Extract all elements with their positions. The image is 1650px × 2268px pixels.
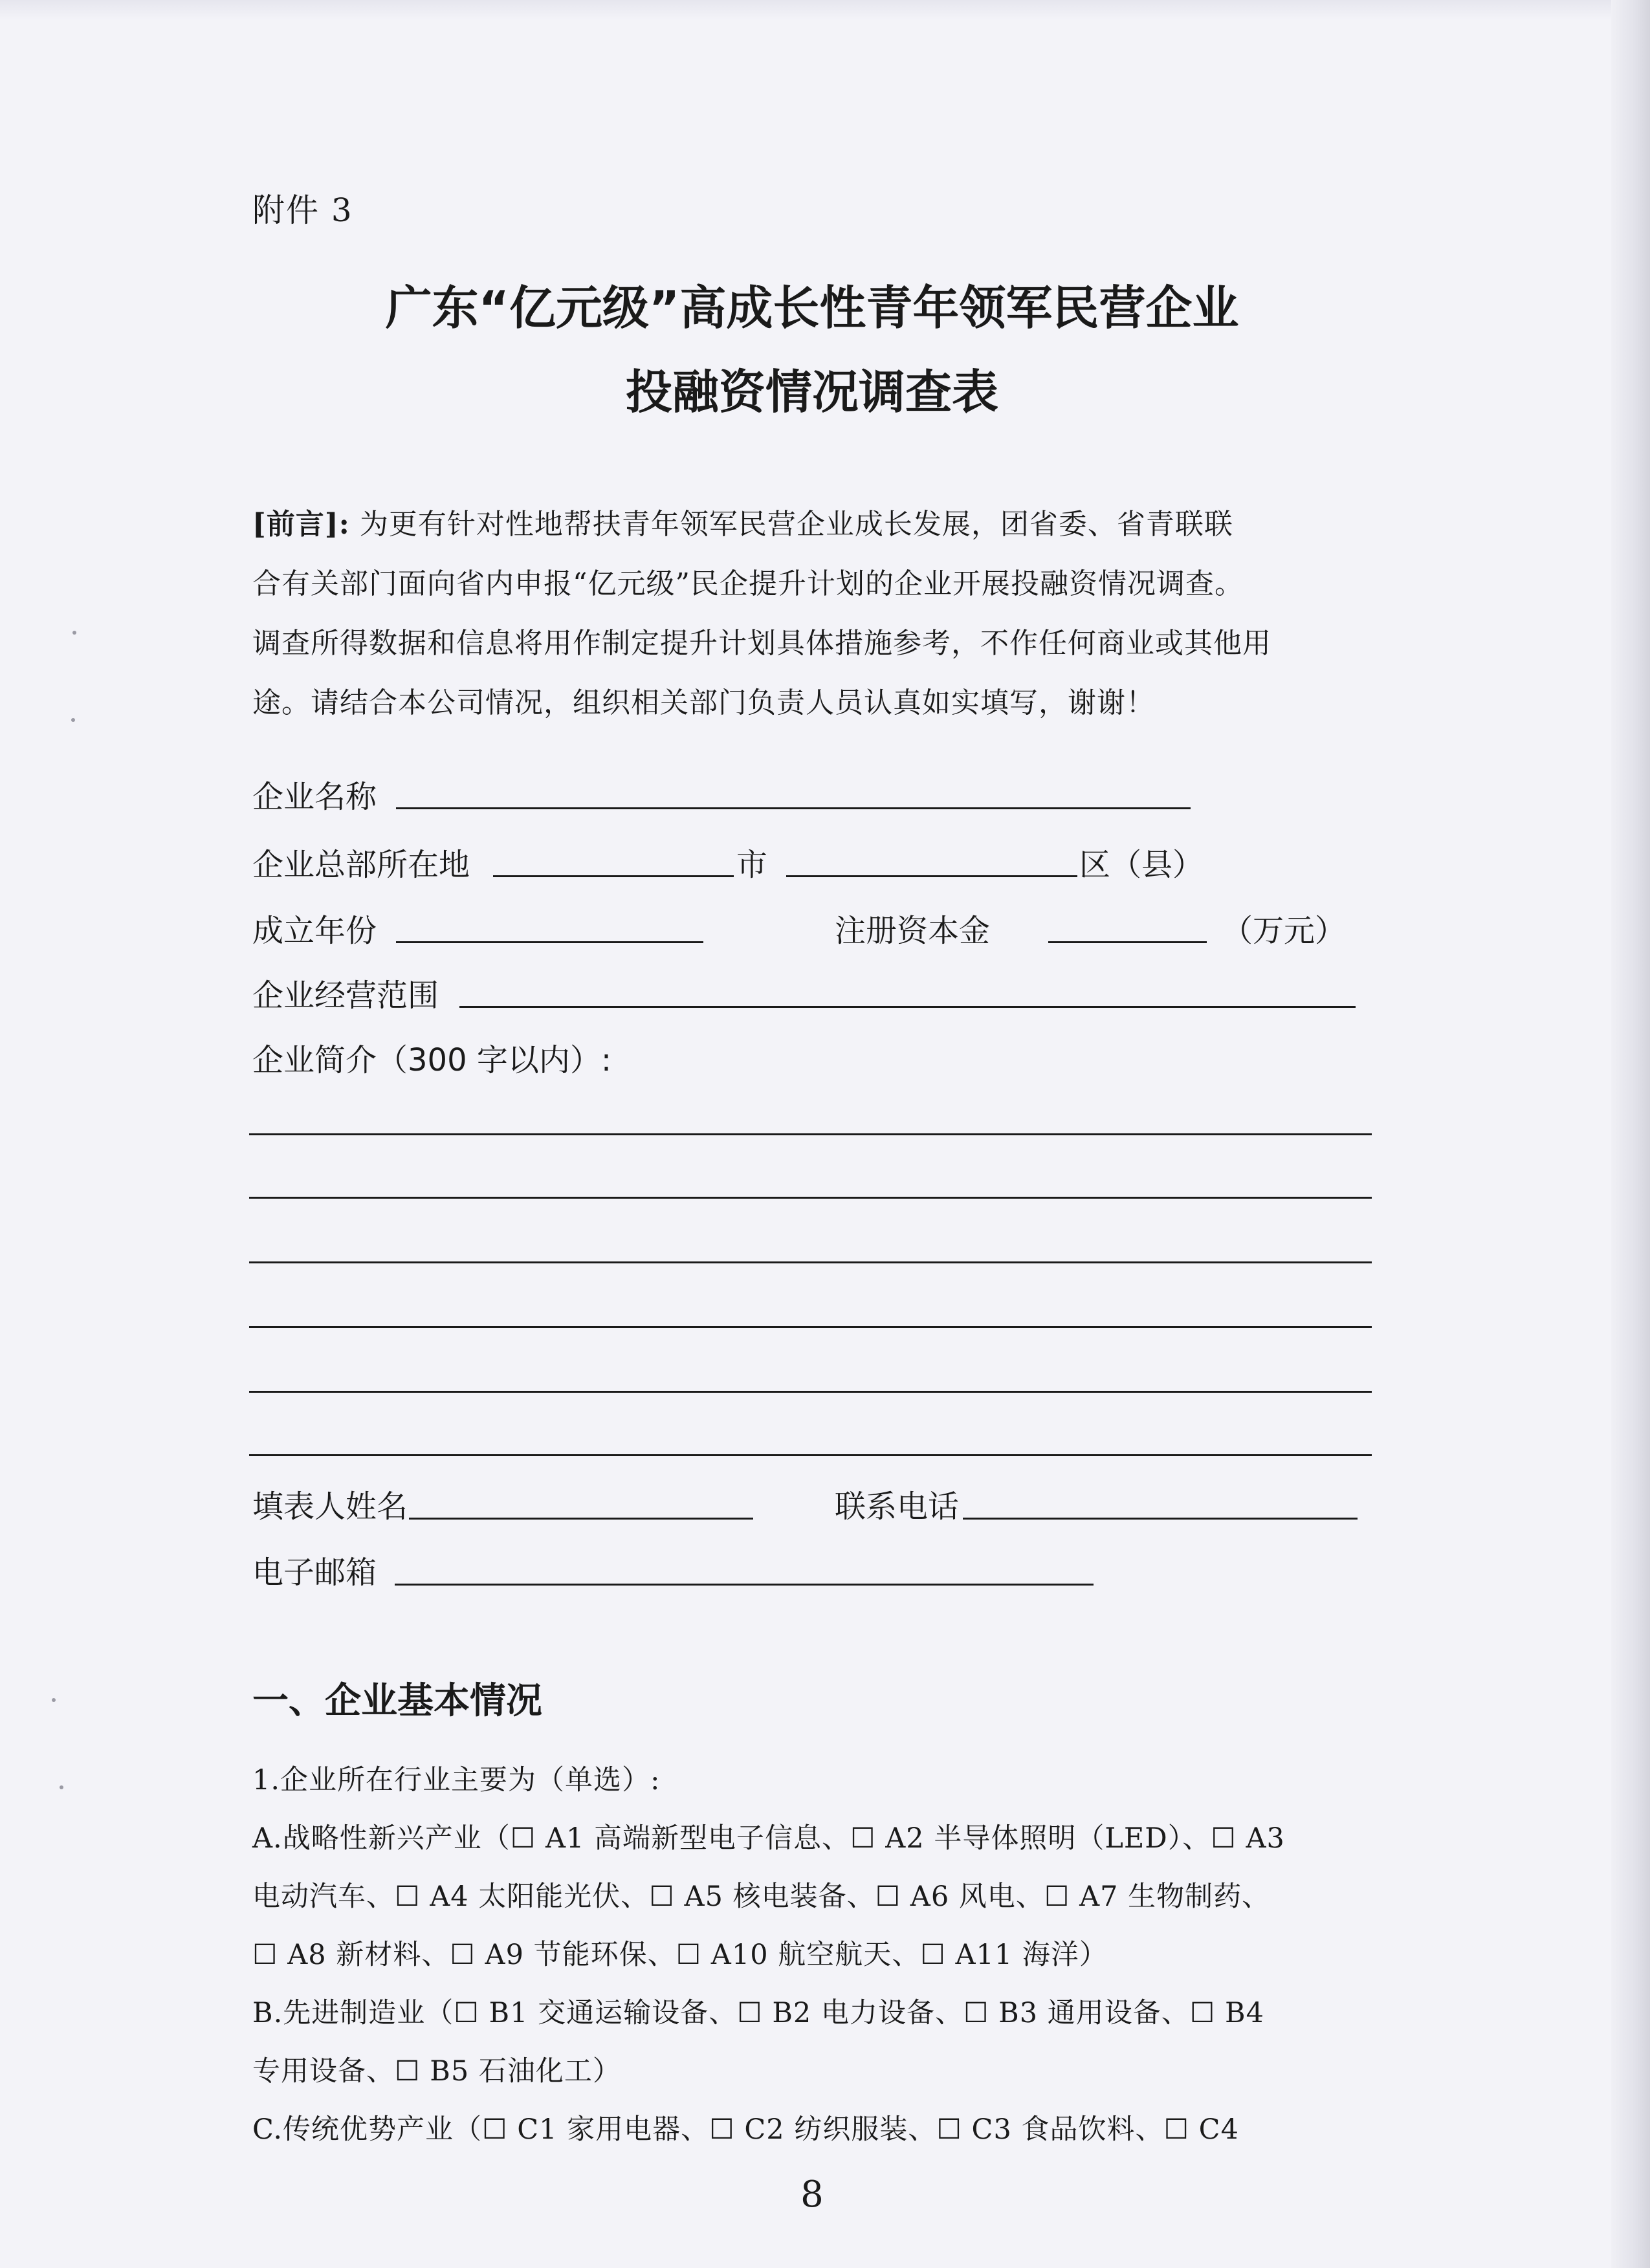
company-intro-line[interactable] xyxy=(249,1391,1372,1393)
scan-speck xyxy=(60,1785,63,1789)
founded-year-field[interactable] xyxy=(396,941,703,943)
registered-capital-field[interactable] xyxy=(1048,941,1207,943)
company-intro-line[interactable] xyxy=(249,1133,1372,1135)
attachment-label: 附件 3 xyxy=(252,191,353,229)
preface-line: 合有关部门面向省内申报“亿元级”民企提升计划的企业开展投融资情况调查。 xyxy=(252,567,1244,600)
company-intro-line[interactable] xyxy=(249,1454,1372,1456)
industry-option-line[interactable]: C.传统优势产业（☐ C1 家用电器、☐ C2 纺织服装、☐ C3 食品饮料、☐ C4 xyxy=(252,2113,1239,2146)
section-heading: 一、企业基本情况 xyxy=(252,1680,542,1722)
hq-district-field[interactable] xyxy=(786,875,1077,877)
business-scope-label: 企业经营范围 xyxy=(252,977,439,1014)
email-field[interactable] xyxy=(395,1584,1094,1586)
email-label: 电子邮箱 xyxy=(252,1554,377,1591)
district-suffix: 区（县） xyxy=(1079,847,1204,883)
preface xyxy=(252,495,1381,733)
city-suffix: 市 xyxy=(736,847,768,883)
industry-option-line[interactable]: 电动汽车、☐ A4 太阳能光伏、☐ A5 核电装备、☐ A6 风电、☐ A7 生物制药、 xyxy=(252,1881,1271,1913)
company-name-field[interactable] xyxy=(396,807,1191,809)
hq-label: 企业总部所在地 xyxy=(252,847,470,883)
company-name-label: 企业名称 xyxy=(252,779,377,815)
industry-option-line[interactable]: A.战略性新兴产业（☐ A1 高端新型电子信息、☐ A2 半导体照明（LED）、☐ A3 xyxy=(252,1822,1285,1855)
company-intro-line[interactable] xyxy=(249,1261,1372,1263)
phone-field[interactable] xyxy=(963,1518,1358,1520)
scan-speck xyxy=(72,631,76,635)
hq-city-field[interactable] xyxy=(493,875,734,877)
scan-edge-top xyxy=(0,0,1650,19)
preface-label: [前言]: xyxy=(252,508,350,541)
scan-edge-right xyxy=(1611,0,1650,2268)
phone-label: 联系电话 xyxy=(835,1488,960,1525)
filler-name-field[interactable] xyxy=(409,1518,753,1520)
industry-option-line[interactable]: B.先进制造业（☐ B1 交通运输设备、☐ B2 电力设备、☐ B3 通用设备、☐ B4 xyxy=(252,1997,1264,2029)
page-number: 8 xyxy=(800,2174,824,2216)
preface-line: 途。请结合本公司情况，组织相关部门负责人员认真如实填写，谢谢！ xyxy=(252,686,1155,719)
registered-capital-label: 注册资本金 xyxy=(835,913,991,949)
industry-option-line[interactable]: 专用设备、☐ B5 石油化工） xyxy=(252,2055,621,2088)
preface-line: 为更有针对性地帮扶青年领军民营企业成长发展，团省委、省青联联 xyxy=(359,508,1233,541)
capital-unit: （万元） xyxy=(1222,913,1347,949)
filler-name-label: 填表人姓名 xyxy=(252,1488,408,1525)
company-intro-label: 企业简介（300 字以内）: xyxy=(252,1042,612,1078)
company-intro-line[interactable] xyxy=(249,1326,1372,1328)
industry-option-line[interactable]: ☐ A8 新材料、☐ A9 节能环保、☐ A10 航空航天、☐ A11 海洋） xyxy=(252,1939,1108,1971)
document-subtitle: 投融资情况调查表 xyxy=(625,365,998,419)
scan-speck xyxy=(71,718,75,722)
founded-year-label: 成立年份 xyxy=(252,913,377,949)
scan-speck xyxy=(52,1698,56,1702)
company-intro-line[interactable] xyxy=(249,1197,1372,1199)
question-1: 1.企业所在行业主要为（单选）: xyxy=(252,1764,661,1796)
document-title: 广东“亿元级”高成长性青年领军民营企业 xyxy=(385,281,1239,335)
preface-line: 调查所得数据和信息将用作制定提升计划具体措施参考，不作任何商业或其他用 xyxy=(252,627,1271,660)
business-scope-field[interactable] xyxy=(459,1006,1356,1008)
